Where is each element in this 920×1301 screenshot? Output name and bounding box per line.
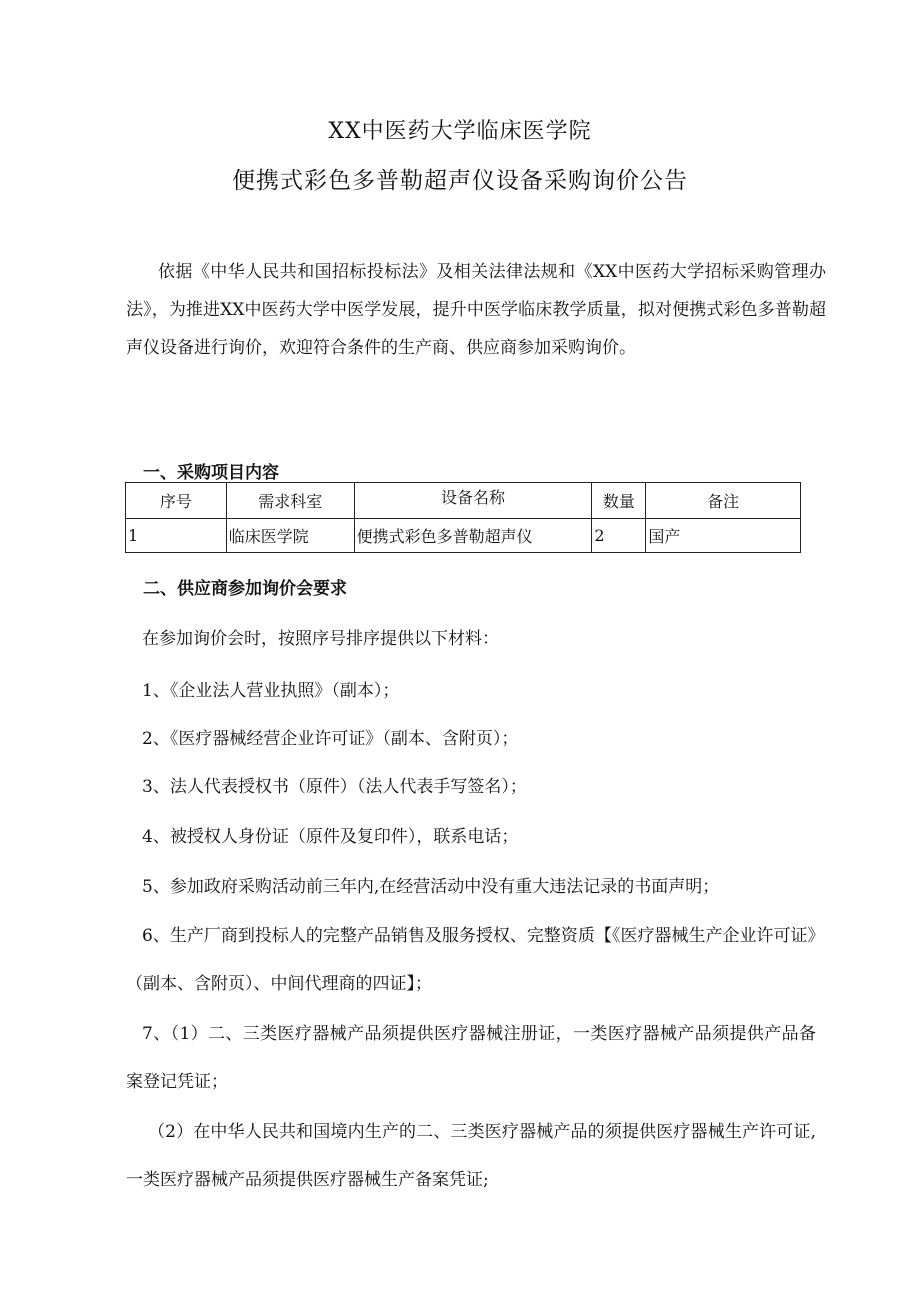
list-item: 5、参加政府采购活动前三年内,在经营活动中没有重大违法记录的书面声明； xyxy=(142,877,720,897)
intro-paragraph: 依据《中华人民共和国招标投标法》及相关法律法规和《XX中医药大学招标采购管理办法》，为推进XX中医药大学中医学发展，提升中医学临床教学质量，拟对便携式彩色多普勒超声仪设备进行询价，欢迎符合条件的生产商、供应商参加采购询价。 xyxy=(126,262,826,358)
list-item: 7、（1）二、三类医疗器械产品须提供医疗器械注册证，一类医疗器械产品须提供产品备案登记凭证； xyxy=(126,1024,816,1092)
procurement-table xyxy=(125,482,801,553)
section2-heading: 二、供应商参加询价会要求 xyxy=(143,579,347,599)
list-item: 4、被授权人身份证（原件及复印件），联系电话； xyxy=(142,827,519,847)
list-item: 1、《企业法人营业执照》（副本）； xyxy=(142,681,400,701)
list-item: 2、《医疗器械经营企业许可证》（副本、含附页）； xyxy=(142,729,519,749)
table-cell: 国产 xyxy=(646,519,801,553)
table-header-cell: 设备名称 xyxy=(354,483,592,519)
table-header-cell: 需求科室 xyxy=(226,483,354,519)
section2-intro: 在参加询价会时，按照序号排序提供以下材料： xyxy=(142,629,499,649)
list-item: 3、法人代表授权书（原件）（法人代表手写签名）； xyxy=(142,777,527,797)
table-cell: 便携式彩色多普勒超声仪 xyxy=(354,519,592,553)
document-title-line1: XX中医药大学临床医学院 xyxy=(328,119,592,144)
table-header-cell: 序号 xyxy=(126,483,227,519)
table-header-cell: 数量 xyxy=(592,483,646,519)
list-item: （2）在中华人民共和国境内生产的二、三类医疗器械产品的须提供医疗器械生产许可证,一类医疗器械产品须提供医疗器械生产备案凭证; xyxy=(126,1122,816,1190)
table-cell: 临床医学院 xyxy=(226,519,354,553)
table-cell: 1 xyxy=(126,519,227,553)
list-item: 6、生产厂商到投标人的完整产品销售及服务授权、完整资质【《医疗器械生产企业许可证》（副本、含附页）、中间代理商的四证】； xyxy=(126,926,816,994)
table-header-cell: 备注 xyxy=(646,483,801,519)
table-header-row xyxy=(126,483,801,519)
table-cell: 2 xyxy=(592,519,646,553)
table-row xyxy=(126,519,801,553)
document-title-line2: 便携式彩色多普勒超声仪设备采购询价公告 xyxy=(232,168,688,194)
section1-heading: 一、采购项目内容 xyxy=(143,463,279,483)
